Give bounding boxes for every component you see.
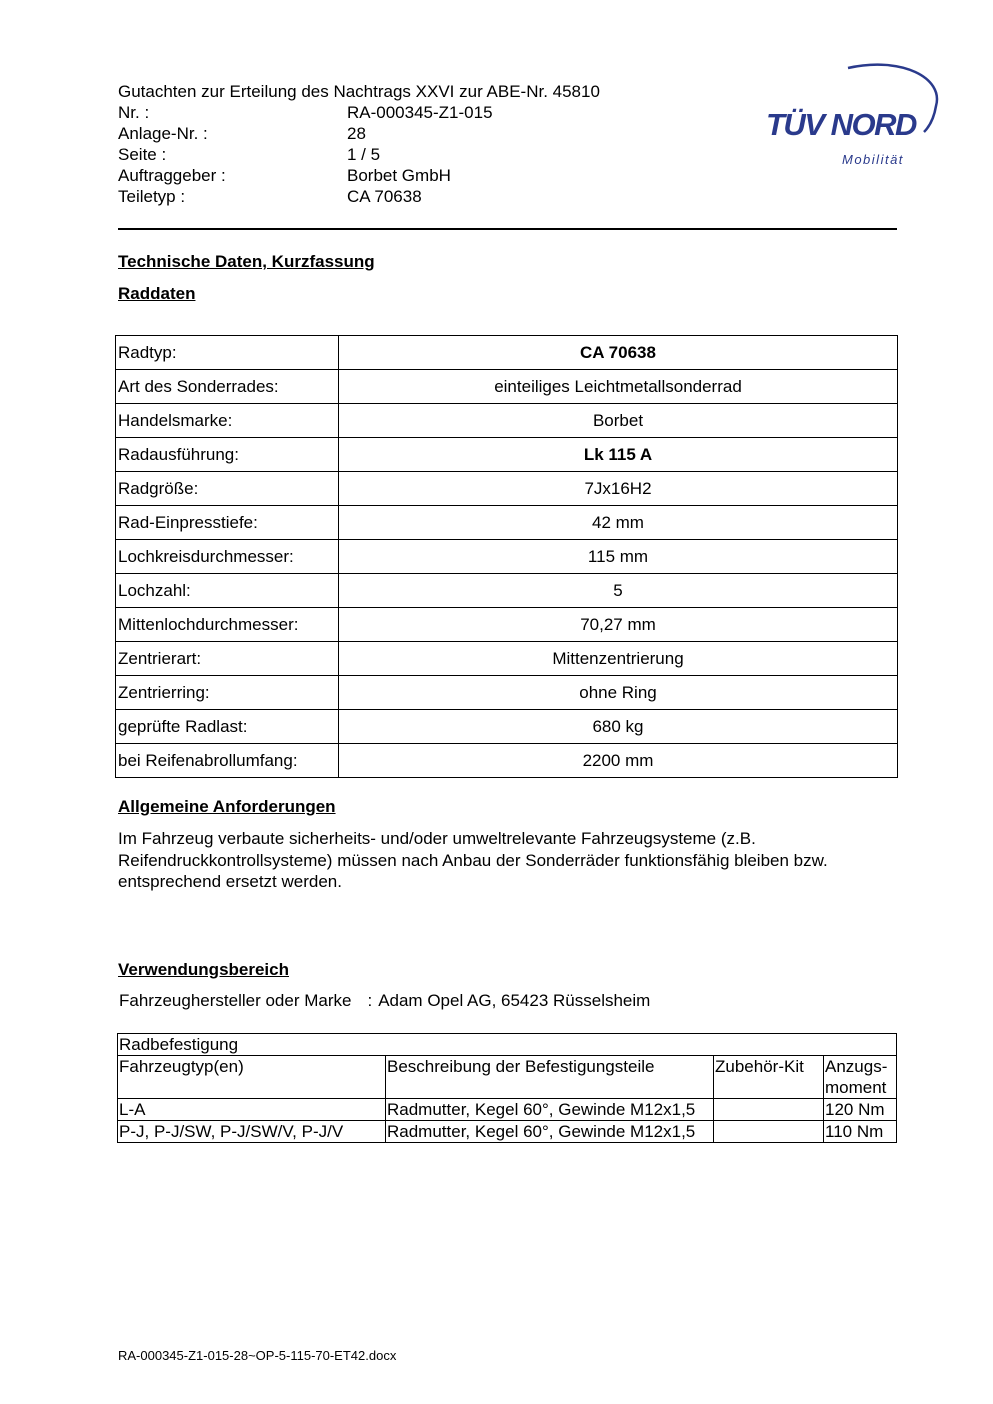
- row-label: bei Reifenabrollumfang:: [116, 744, 339, 778]
- section-heading-tech: Technische Daten, Kurzfassung: [118, 252, 375, 271]
- table-row: [116, 438, 898, 472]
- section-heading-raddaten: Raddaten: [118, 284, 196, 303]
- manufacturer-label: Fahrzeughersteller oder Marke: [119, 991, 352, 1010]
- table-row: [116, 676, 898, 710]
- table-row: [116, 540, 898, 574]
- row-label: Rad-Einpresstiefe:: [116, 506, 339, 540]
- row-label: Lochzahl:: [116, 574, 339, 608]
- table-row: [116, 404, 898, 438]
- header-row-anlage: [118, 123, 600, 144]
- row-label: Art des Sonderrades:: [116, 370, 339, 404]
- row-label: geprüfte Radlast:: [116, 710, 339, 744]
- tuv-nord-logo: [762, 58, 942, 173]
- header-key: Nr. :: [118, 103, 150, 122]
- table-row: [116, 336, 898, 370]
- row-label: Radtyp:: [116, 336, 339, 370]
- row-value: 70,27 mm: [339, 608, 898, 642]
- header-row-nr: [118, 102, 600, 123]
- table-row: [116, 710, 898, 744]
- header-value: CA 70638: [347, 187, 422, 206]
- row-value: Borbet: [339, 404, 898, 438]
- table-row: [118, 1099, 897, 1121]
- row-value: Lk 115 A: [339, 438, 898, 472]
- section-heading-allgemein: Allgemeine Anforderungen: [118, 797, 336, 816]
- table-row: [116, 574, 898, 608]
- table-row: [116, 608, 898, 642]
- header-key: Auftraggeber :: [118, 166, 226, 185]
- table-cell: [714, 1121, 824, 1143]
- row-value: 7Jx16H2: [339, 472, 898, 506]
- row-label: Mittenlochdurchmesser:: [116, 608, 339, 642]
- table-row: [116, 642, 898, 676]
- logo-brand-text: TÜV NORD: [766, 107, 916, 142]
- table-cell: L-A: [118, 1099, 386, 1121]
- table-header-row: [118, 1056, 897, 1099]
- table-row: [118, 1121, 897, 1143]
- header-key: Anlage-Nr. :: [118, 124, 208, 143]
- header-value: 1 / 5: [347, 145, 381, 164]
- row-value: 680 kg: [339, 710, 898, 744]
- manufacturer-value: Adam Opel AG, 65423 Rüsselsheim: [378, 991, 651, 1010]
- table-cell: Radmutter, Kegel 60°, Gewinde M12x1,5: [386, 1099, 714, 1121]
- column-header: Anzugs-moment: [824, 1056, 897, 1099]
- row-label: Radausführung:: [116, 438, 339, 472]
- logo-subtitle-text: Mobilität: [842, 152, 904, 167]
- header-value: Borbet GmbH: [347, 166, 451, 185]
- row-label: Lochkreisdurchmesser:: [116, 540, 339, 574]
- table-row: [116, 370, 898, 404]
- table-cell: [714, 1099, 824, 1121]
- row-value: 2200 mm: [339, 744, 898, 778]
- row-value: 42 mm: [339, 506, 898, 540]
- row-value: 5: [339, 574, 898, 608]
- table-title: Radbefestigung: [118, 1034, 897, 1056]
- row-value: ohne Ring: [339, 676, 898, 710]
- table-row: [116, 506, 898, 540]
- header-row-auftraggeber: [118, 165, 600, 186]
- wheel-data-table: [115, 335, 898, 778]
- allgemein-paragraph: Im Fahrzeug verbaute sicherheits- und/oder umweltrelevante Fahrzeugsysteme (z.B. Reifendruckkontrollsysteme) müssen nach Anbau der Sonderräder funktionsfähig bleiben bzw. entsprechend ersetzt werden.: [118, 829, 828, 891]
- header-value: 28: [347, 124, 366, 143]
- row-label: Handelsmarke:: [116, 404, 339, 438]
- table-cell: 120 Nm: [824, 1099, 897, 1121]
- document-title: Gutachten zur Erteilung des Nachtrags XXVI zur ABE-Nr. 45810: [118, 82, 600, 101]
- column-header: Fahrzeugtyp(en): [118, 1056, 386, 1099]
- table-row: [116, 472, 898, 506]
- table-cell: P-J, P-J/SW, P-J/SW/V, P-J/V: [118, 1121, 386, 1143]
- document-header: [118, 81, 600, 207]
- footer-filename: RA-000345-Z1-015-28~OP-5-115-70-ET42.docx: [118, 1348, 397, 1363]
- header-value: RA-000345-Z1-015: [347, 103, 493, 122]
- table-row: [116, 744, 898, 778]
- section-heading-verwendung: Verwendungsbereich: [118, 960, 289, 979]
- header-row-teiletyp: [118, 186, 600, 207]
- row-label: Radgröße:: [116, 472, 339, 506]
- header-key: Teiletyp :: [118, 187, 186, 206]
- fastening-table: [117, 1033, 897, 1143]
- table-title-row: [118, 1034, 897, 1056]
- table-cell: 110 Nm: [824, 1121, 897, 1143]
- header-key: Seite :: [118, 145, 167, 164]
- table-cell: Radmutter, Kegel 60°, Gewinde M12x1,5: [386, 1121, 714, 1143]
- manufacturer-separator: :: [367, 991, 373, 1010]
- header-row-seite: [118, 144, 600, 165]
- row-value: Mittenzentrierung: [339, 642, 898, 676]
- row-label: Zentrierring:: [116, 676, 339, 710]
- row-label: Zentrierart:: [116, 642, 339, 676]
- row-value: einteiliges Leichtmetallsonderrad: [339, 370, 898, 404]
- column-header: Zubehör-Kit: [714, 1056, 824, 1099]
- manufacturer-line: [119, 991, 650, 1011]
- column-header: Beschreibung der Befestigungsteile: [386, 1056, 714, 1099]
- row-value: CA 70638: [339, 336, 898, 370]
- row-value: 115 mm: [339, 540, 898, 574]
- header-divider: [118, 228, 897, 230]
